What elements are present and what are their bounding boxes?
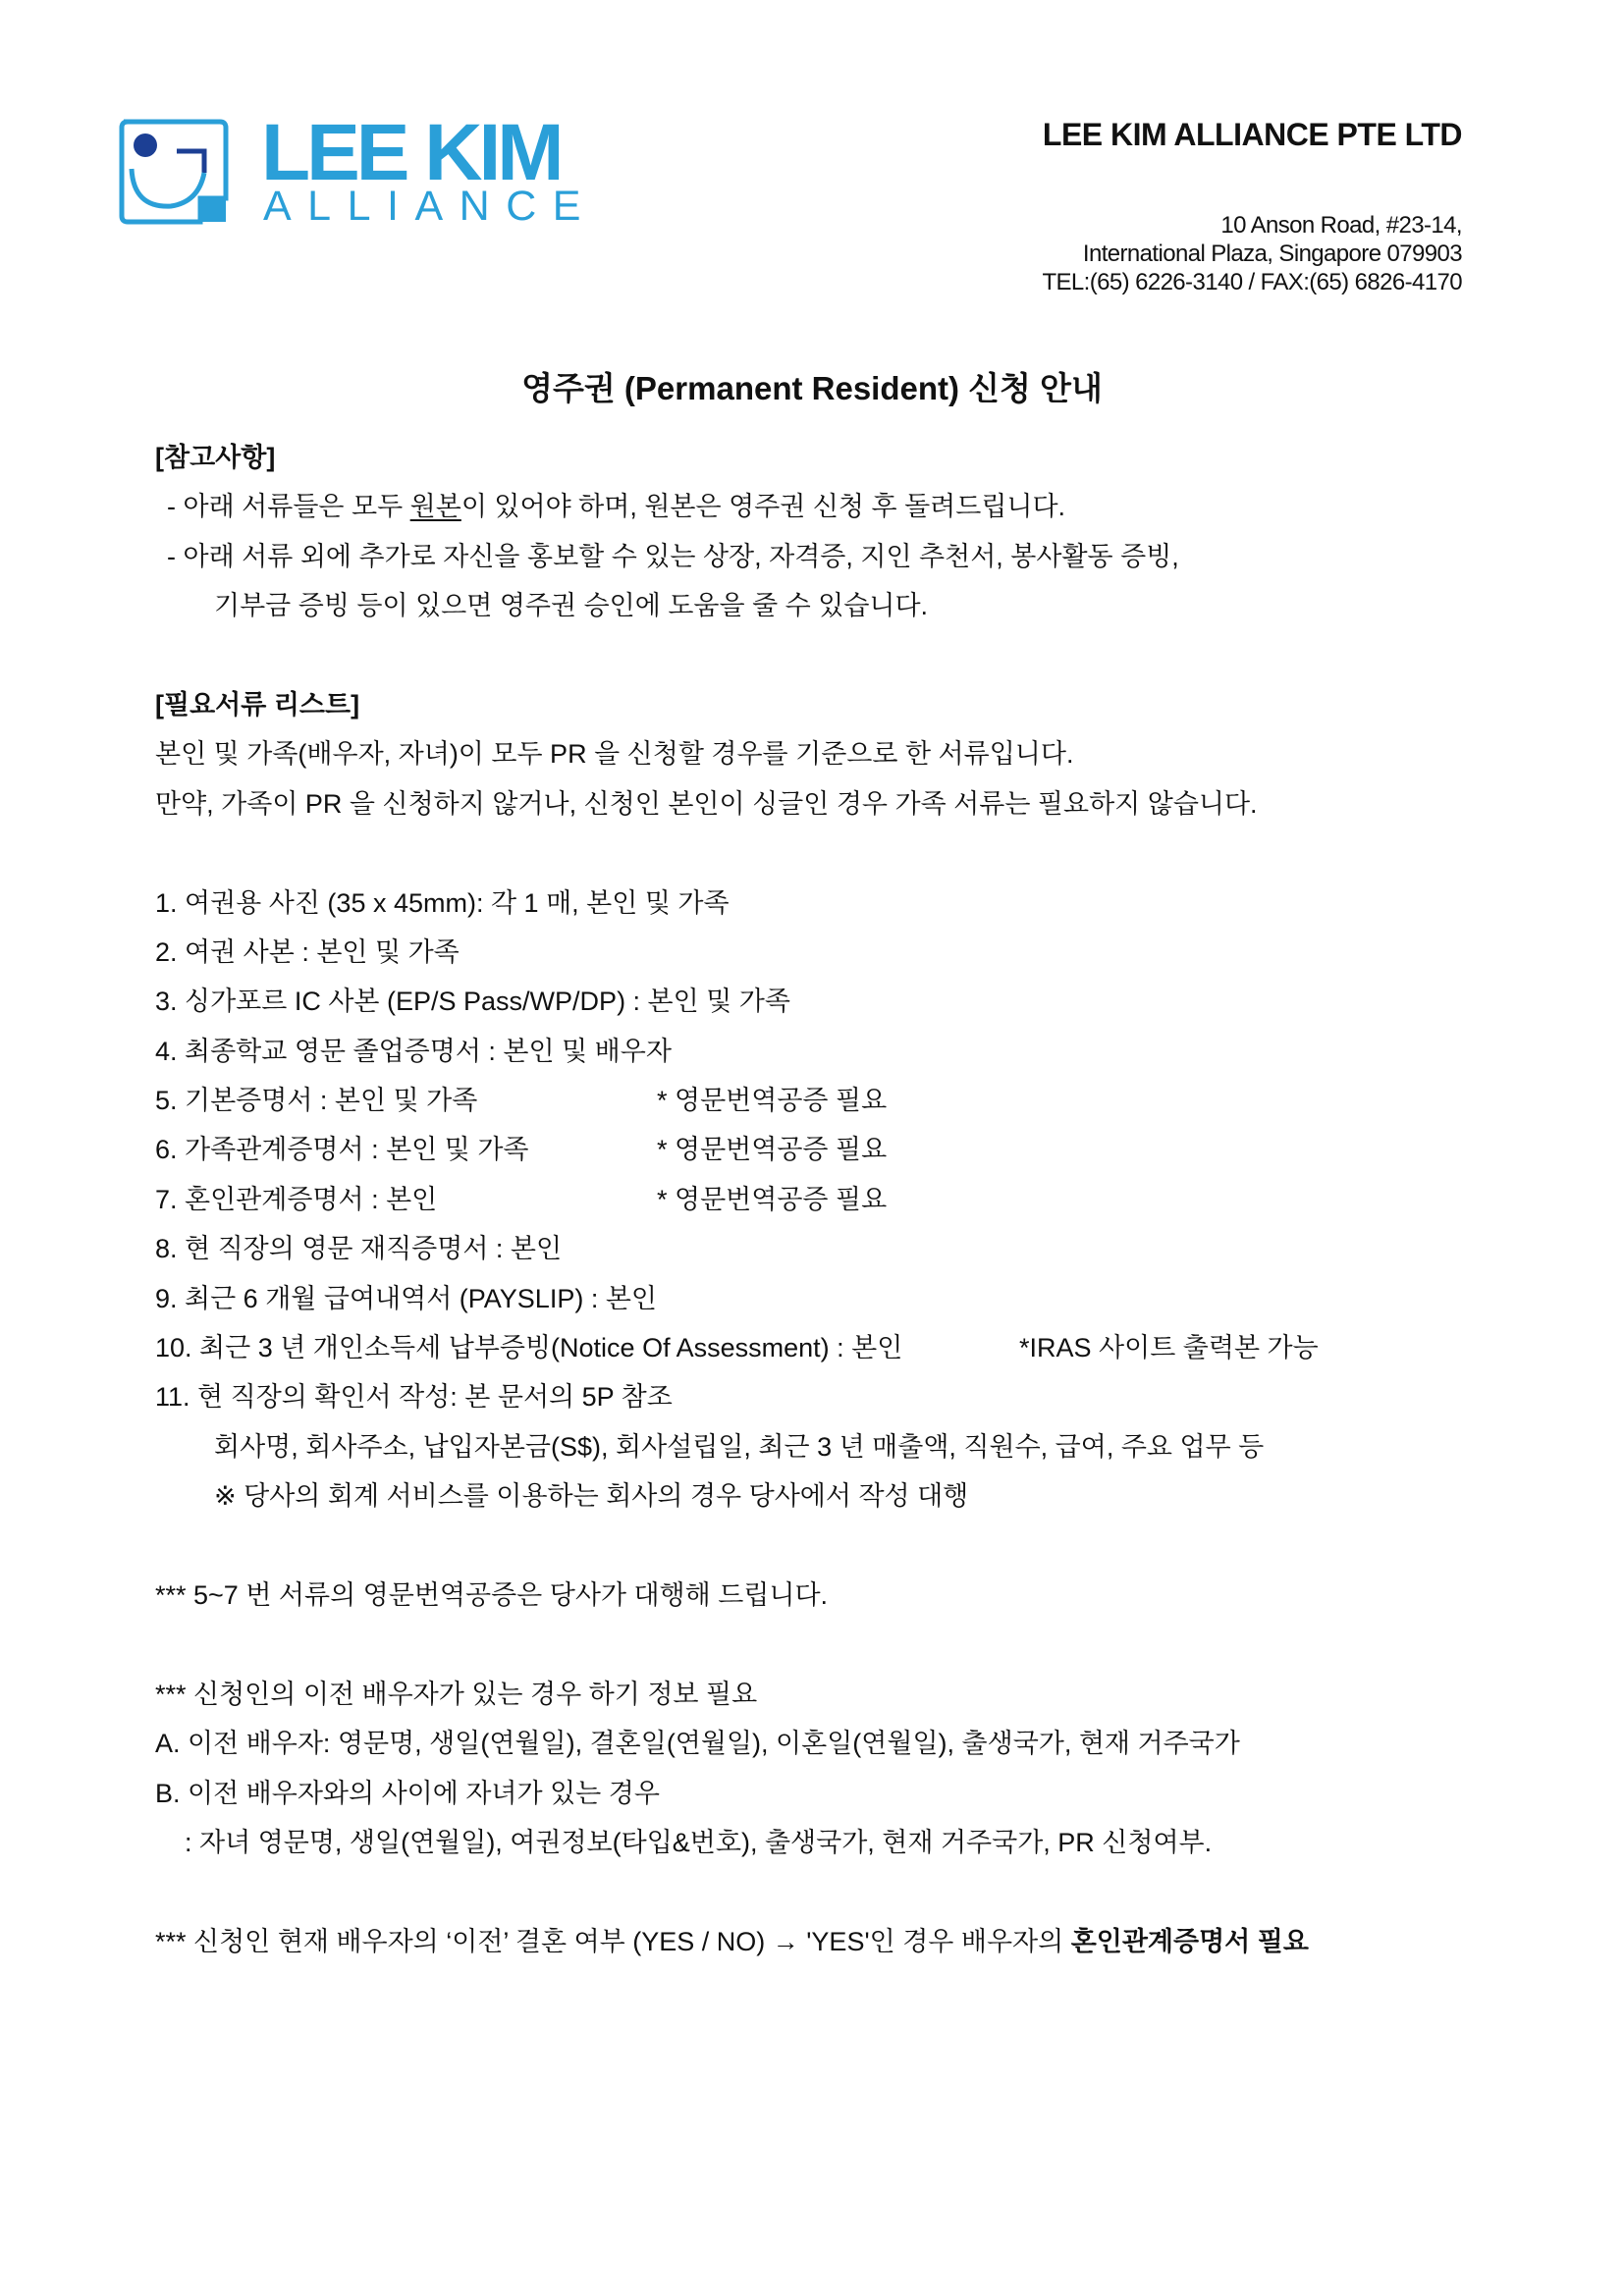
previous-spouse-heading: *** 신청인의 이전 배우자가 있는 경우 하기 정보 필요 [155,1679,758,1709]
translation-note: *** 5~7 번 서류의 영문번역공증은 당사가 대행해 드립니다. [155,1579,829,1610]
required-item [155,1323,1579,1372]
item-text: 4. 최종학교 영문 졸업증명서 : 본인 및 배우자 [155,1036,672,1066]
required-item [155,977,1579,1026]
blank-line [155,828,1579,878]
notes-bullet-1 [155,482,1579,531]
item-text: 9. 최근 6 개월 급여내역서 (PAYSLIP) : 본인 [155,1283,657,1313]
item-text: 10. 최근 3 년 개인소득세 납부증빙(Notice Of Assessment) : 본인 [155,1333,903,1363]
item-11-remark: ※ 당사의 회계 서비스를 이용하는 회사의 경우 당사에서 작성 대행 [214,1481,969,1512]
bullet-text: - 아래 서류들은 모두 [167,492,410,522]
bullet-text: 이 있어야 하며, 원본은 영주권 신청 후 돌려드립니다. [460,492,1066,522]
item-text: 6. 가족관계증명서 : 본인 및 가족 [155,1135,529,1165]
item-note: * 영문번역공증 필요 [657,1086,888,1116]
blank-line [155,1522,1579,1571]
notes-bullet-2-cont: 기부금 증빙 등이 있으면 영주권 승인에 도움을 줄 수 있습니다. [214,591,929,621]
previous-spouse-b-detail: : 자녀 영문명, 생일(연월일), 여권정보(타입&번호), 출생국가, 현재 거주국가, PR 신청여부. [185,1827,1213,1857]
final-note-text: *** 신청인 현재 배우자의 ‘이전’ 결혼 여부 (YES / NO) → 'YES'인 경우 배우자의 [155,1926,1071,1956]
final-note-bold: 혼인관계증명서 필요 [1070,1926,1309,1956]
final-note [155,1917,1579,1966]
blank-line [155,1620,1579,1669]
notes-heading: [참고사항] [155,443,276,472]
required-intro-2: 만약, 가족이 PR 을 신청하지 않거나, 신청인 본인이 싱글인 경우 가족 서류는 필요하지 않습니다. [155,788,1258,819]
company-name: LEE KIM ALLIANCE PTE LTD [1042,117,1462,152]
required-heading: [필요서류 리스트] [155,689,360,720]
required-intro-1: 본인 및 가족(배우자, 자녀)이 모두 PR 을 신청할 경우를 기준으로 한 서류입니다. [155,739,1074,770]
item-text: 8. 현 직장의 영문 재직증명서 : 본인 [155,1234,563,1264]
item-11-detail: 회사명, 회사주소, 납입자본금(S$), 회사설립일, 최근 3 년 매출액, 직원수, 급여, 주요 업무 등 [214,1431,1265,1462]
contact-line: TEL:(65) 6226-3140 / FAX:(65) 6826-4170 [1042,269,1462,295]
document-body [155,433,1579,1966]
document-title: 영주권 (Permanent Resident) 신청 안내 [521,370,1103,406]
logo-text-alliance: ALLIANCE [263,183,597,230]
item-text: 5. 기본증명서 : 본인 및 가족 [155,1086,478,1116]
required-item [155,928,1579,977]
required-items-list [155,879,1579,1422]
required-item [155,1076,1579,1125]
notes-bullet-2: - 아래 서류 외에 추가로 자신을 홍보할 수 있는 상장, 자격증, 지인 추천서, 봉사활동 증빙, [167,541,1179,571]
company-address [1042,211,1462,296]
required-item [155,1372,1579,1421]
address-line-1: 10 Anson Road, #23-14, [1220,212,1462,239]
item-text: 3. 싱가포르 IC 사본 (EP/S Pass/WP/DP) : 본인 및 가족 [155,987,790,1017]
blank-line [155,631,1579,680]
underlined-text: 원본 [409,492,461,522]
required-item [155,1274,1579,1323]
previous-spouse-a: A. 이전 배우자: 영문명, 생일(연월일), 결혼일(연월일), 이혼일(연월일), 출생국가, 현재 거주국가 [155,1729,1240,1759]
address-line-2: International Plaza, Singapore 079903 [1082,240,1462,267]
item-note: * 영문번역공증 필요 [657,1184,888,1214]
required-item [155,879,1579,928]
item-text: 11. 현 직장의 확인서 작성: 본 문서의 5P 참조 [155,1382,673,1413]
logo-text-lee-kim: LEE KIM [261,108,561,197]
item-text: 7. 혼인관계증명서 : 본인 [155,1184,438,1214]
required-item [155,1125,1579,1174]
company-logo-icon [118,118,230,226]
item-text: 2. 여권 사본 : 본인 및 가족 [155,936,460,967]
required-item [155,1224,1579,1273]
item-text: 1. 여권용 사진 (35 x 45mm): 각 1 매, 본인 및 가족 [155,887,730,918]
required-item [155,1027,1579,1076]
previous-spouse-b: B. 이전 배우자와의 사이에 자녀가 있는 경우 [155,1778,660,1808]
item-note: *IRAS 사이트 출력본 가능 [1019,1333,1319,1363]
item-note: * 영문번역공증 필요 [657,1135,888,1165]
required-item [155,1175,1579,1224]
blank-line [155,1867,1579,1916]
